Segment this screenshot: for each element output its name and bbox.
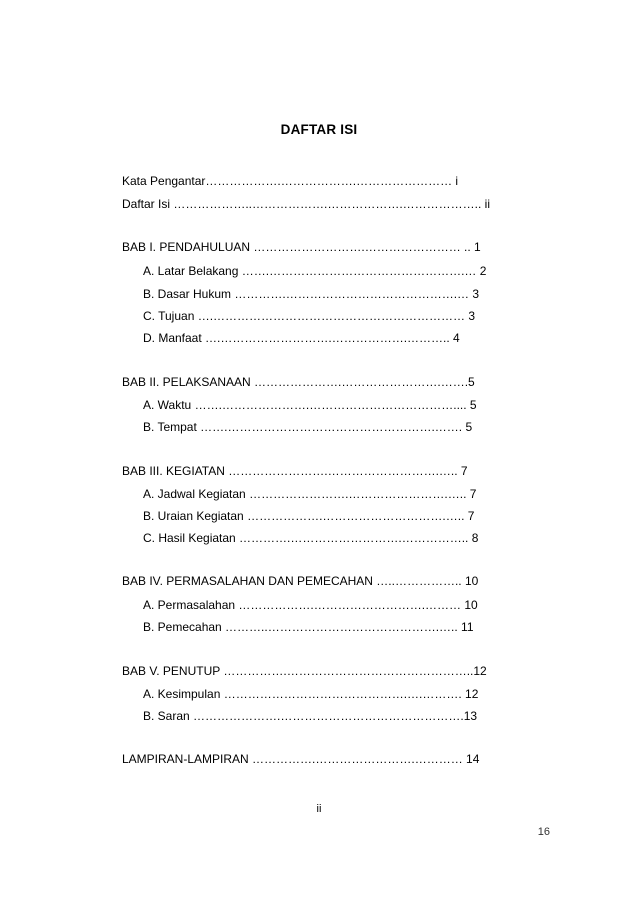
toc-entry-bab-4: BAB IV. PERMASALAHAN DAN PEMECAHAN …..…………….. 10 — [122, 574, 479, 588]
toc-entry-saran: B. Saran ………………….……………………………………….13 — [143, 709, 478, 723]
toc-entry-daftar-isi: Daftar Isi ………………..……………….……………….……………….. ii — [122, 197, 491, 211]
toc-entry-pemecahan: B. Pemecahan ………..…………………………………….….. 11 — [143, 620, 474, 634]
sheet-number: 16 — [537, 826, 550, 838]
toc-entry-uraian-kegiatan: B. Uraian Kegiatan ……………….………………………….….. 7 — [143, 509, 475, 523]
toc-entry-permasalahan: A. Permasalahan ……………….……………………….……… 10 — [143, 598, 478, 612]
toc-entry-bab-1: BAB I. PENDAHULUAN ……………………….…………………… .. 1 — [122, 240, 481, 254]
page-title: DAFTAR ISI — [280, 122, 358, 137]
toc-entry-tujuan: C. Tujuan ….……………………………………………………… 3 — [143, 309, 476, 323]
toc-entry-latar-belakang: A. Latar Belakang …….………………………………………….… 2 — [143, 264, 487, 278]
toc-entry-tempat: B. Tempat …….…………………………………………….……. 5 — [143, 420, 473, 434]
toc-entry-jadwal-kegiatan: A. Jadwal Kegiatan …………………….…………………….….. 7 — [143, 487, 477, 501]
toc-entry-dasar-hukum: B. Dasar Hukum ………….…………………………………….… 3 — [143, 287, 480, 301]
toc-entry-bab-2: BAB II. PELAKSANAAN ………………….…………………….…….5 — [122, 375, 475, 389]
toc-entry-lampiran: LAMPIRAN-LAMPIRAN …………….…………………….………… 14 — [122, 752, 480, 766]
toc-entry-manfaat: D. Manfaat ….……………………….……………….……….. 4 — [143, 331, 460, 345]
toc-entry-bab-3: BAB III. KEGIATAN …………………….……………………….….. 7 — [122, 464, 468, 478]
toc-entry-hasil-kegiatan: C. Hasil Kegiatan ………….……………………….…………….. 8 — [143, 531, 479, 545]
toc-entry-kata-pengantar: Kata Pengantar……………….……………….…………………… i — [122, 174, 459, 188]
page-number: ii — [316, 803, 322, 815]
toc-entry-kesimpulan: A. Kesimpulan ……………………………………….….………. 12 — [143, 687, 479, 701]
toc-entry-bab-5: BAB V. PENUTUP …………….………………………………………..12 — [122, 664, 487, 678]
toc-entry-waktu: A. Waktu …….………………….……………………………….... 5 — [143, 398, 477, 412]
